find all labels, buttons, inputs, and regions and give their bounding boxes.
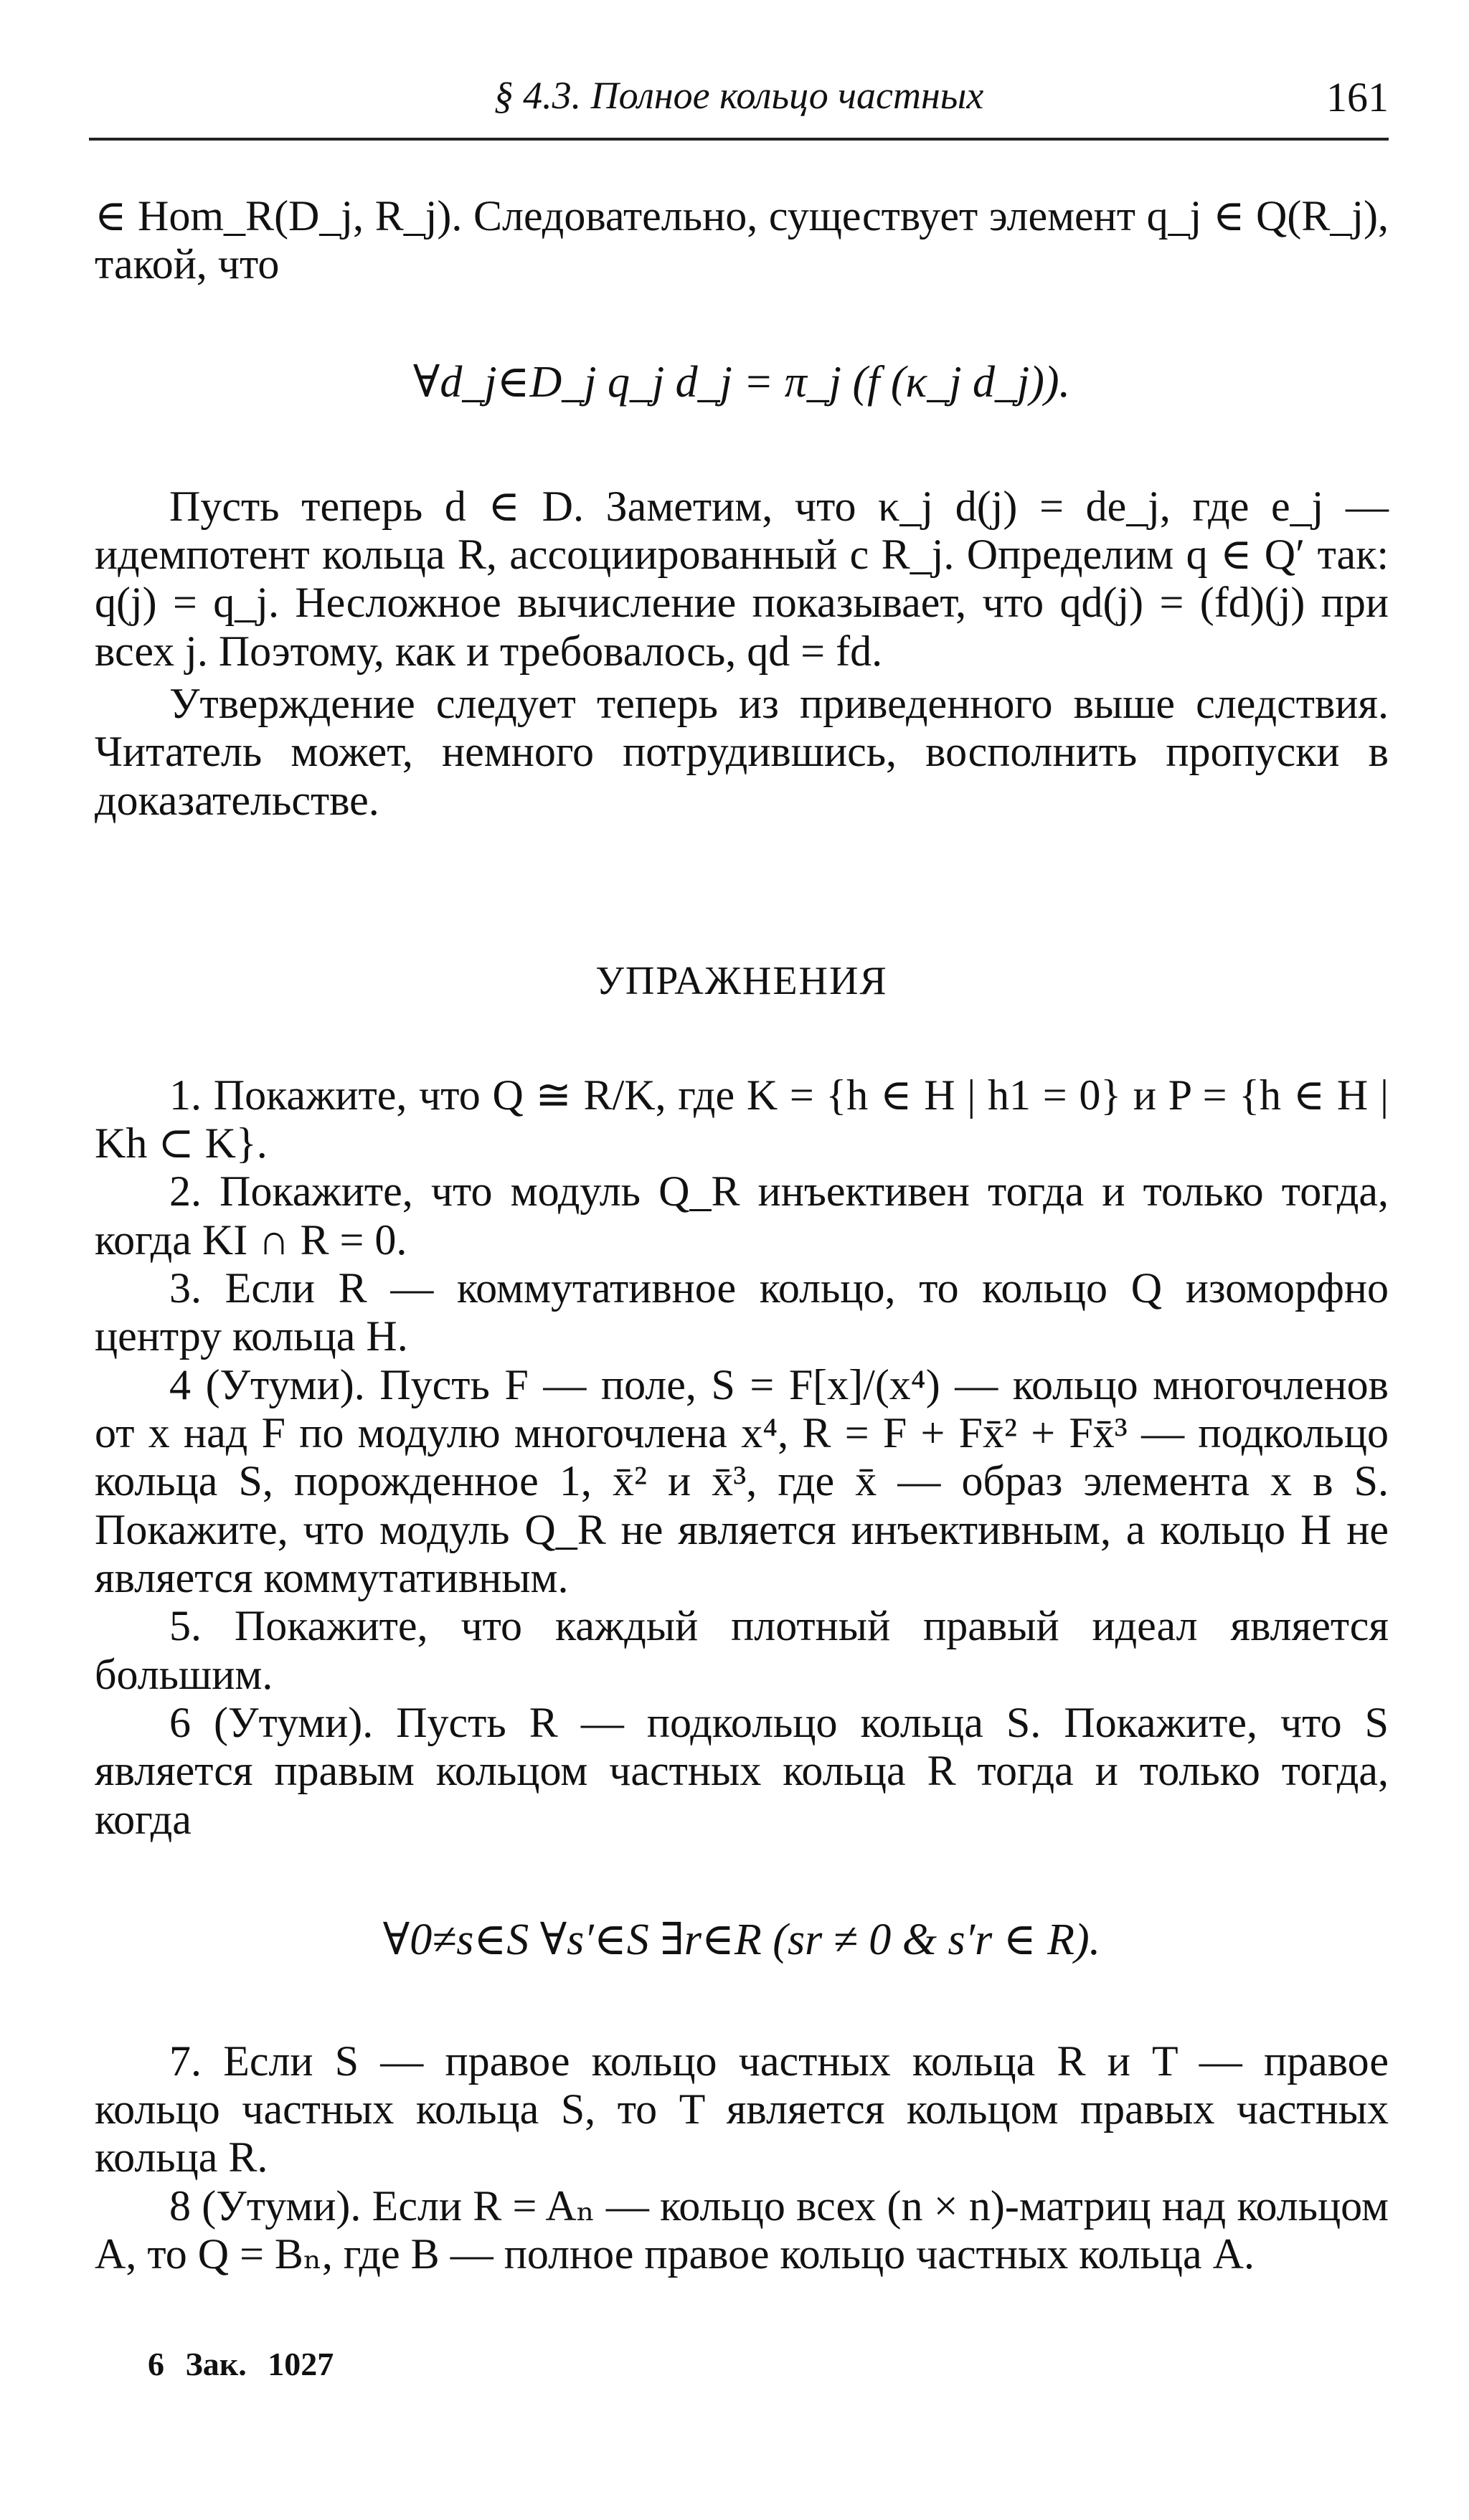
- exercise-item: 8 (Утуми). Если R = Aₙ — кольцо всех (n × n)-матриц над кольцом A, то Q = Bₙ, где B — полное правое кольцо частных кольца A.: [95, 2182, 1389, 2278]
- formula-quotient-element: ∀d_j∈D_j q_j d_j = π_j (f (κ_j d_j)).: [412, 357, 1071, 407]
- exercise-item: 7. Если S — правое кольцо частных кольца R и T — правое кольцо частных кольца S, то T является кольцом правых частных кольца R.: [95, 2037, 1389, 2182]
- exercises-heading: УПРАЖНЕНИЯ: [595, 958, 888, 1003]
- exercise-item: 5. Покажите, что каждый плотный правый идеал является большим.: [95, 1602, 1389, 1698]
- exercise-item: 6 (Утуми). Пусть R — подкольцо кольца S. Покажите, что S является правым кольцом частных кольца R тогда и только тогда, когда: [95, 1698, 1389, 1843]
- order-label: Зак.: [185, 2346, 247, 2382]
- exercise-list: [95, 1071, 1389, 1844]
- exercise-list-continued: [95, 2037, 1389, 2279]
- sheet-number: 6: [148, 2346, 164, 2382]
- page-number: 161: [1326, 74, 1389, 120]
- exercise-item: 4 (Утуми). Пусть F — поле, S = F[x]/(x⁴) — кольцо многочленов от x над F по модулю многочлена x⁴, R = F + Fx̄² + Fx̄³ — подкольцо кольца S, порожденное 1, x̄² и x̄³, где x̄ — образ элемента x в S. Покажите, что модуль Q_R не является инъективным, а кольцо H не является коммутативным.: [95, 1360, 1389, 1601]
- exercise-item: 1. Покажите, что Q ≅ R/K, где K = {h ∈ H | h1 = 0} и P = {h ∈ H | Kh ⊂ K}.: [95, 1071, 1389, 1167]
- exercise-item: 3. Если R — коммутативное кольцо, то кольцо Q изоморфно центру кольца H.: [95, 1264, 1389, 1360]
- page-header: [89, 66, 1389, 141]
- formula-right-quotient-criterion: ∀0≠s∈S ∀s′∈S ∃r∈R (sr ≠ 0 & s′r ∈ R).: [382, 1915, 1101, 1964]
- order-number: 1027: [268, 2346, 334, 2382]
- proof-paragraph-1: ∈ Hom_R(D_j, R_j). Следовательно, существует элемент q_j ∈ Q(R_j), такой, что: [95, 192, 1389, 288]
- running-title: § 4.3. Полное кольцо частных: [493, 74, 984, 117]
- exercise-item: 2. Покажите, что модуль Q_R инъективен тогда и только тогда, когда KI ∩ R = 0.: [95, 1167, 1389, 1264]
- proof-paragraph-2: Пусть теперь d ∈ D. Заметим, что κ_j d(j) = de_j, где e_j — идемпотент кольца R, ассоциированный с R_j. Определим q ∈ Q′ так: q(j) = q_j. Несложное вычисление показывает, что qd(j) = (fd)(j) при всех j. Поэтому, как и требовалось, qd = fd.: [95, 482, 1389, 675]
- printer-signature: [148, 2345, 346, 2383]
- page-body: [95, 192, 1389, 2278]
- proof-paragraph-3: Утверждение следует теперь из приведенного выше следствия. Читатель может, немного потрудившись, восполнить пропуски в доказательстве.: [95, 679, 1389, 824]
